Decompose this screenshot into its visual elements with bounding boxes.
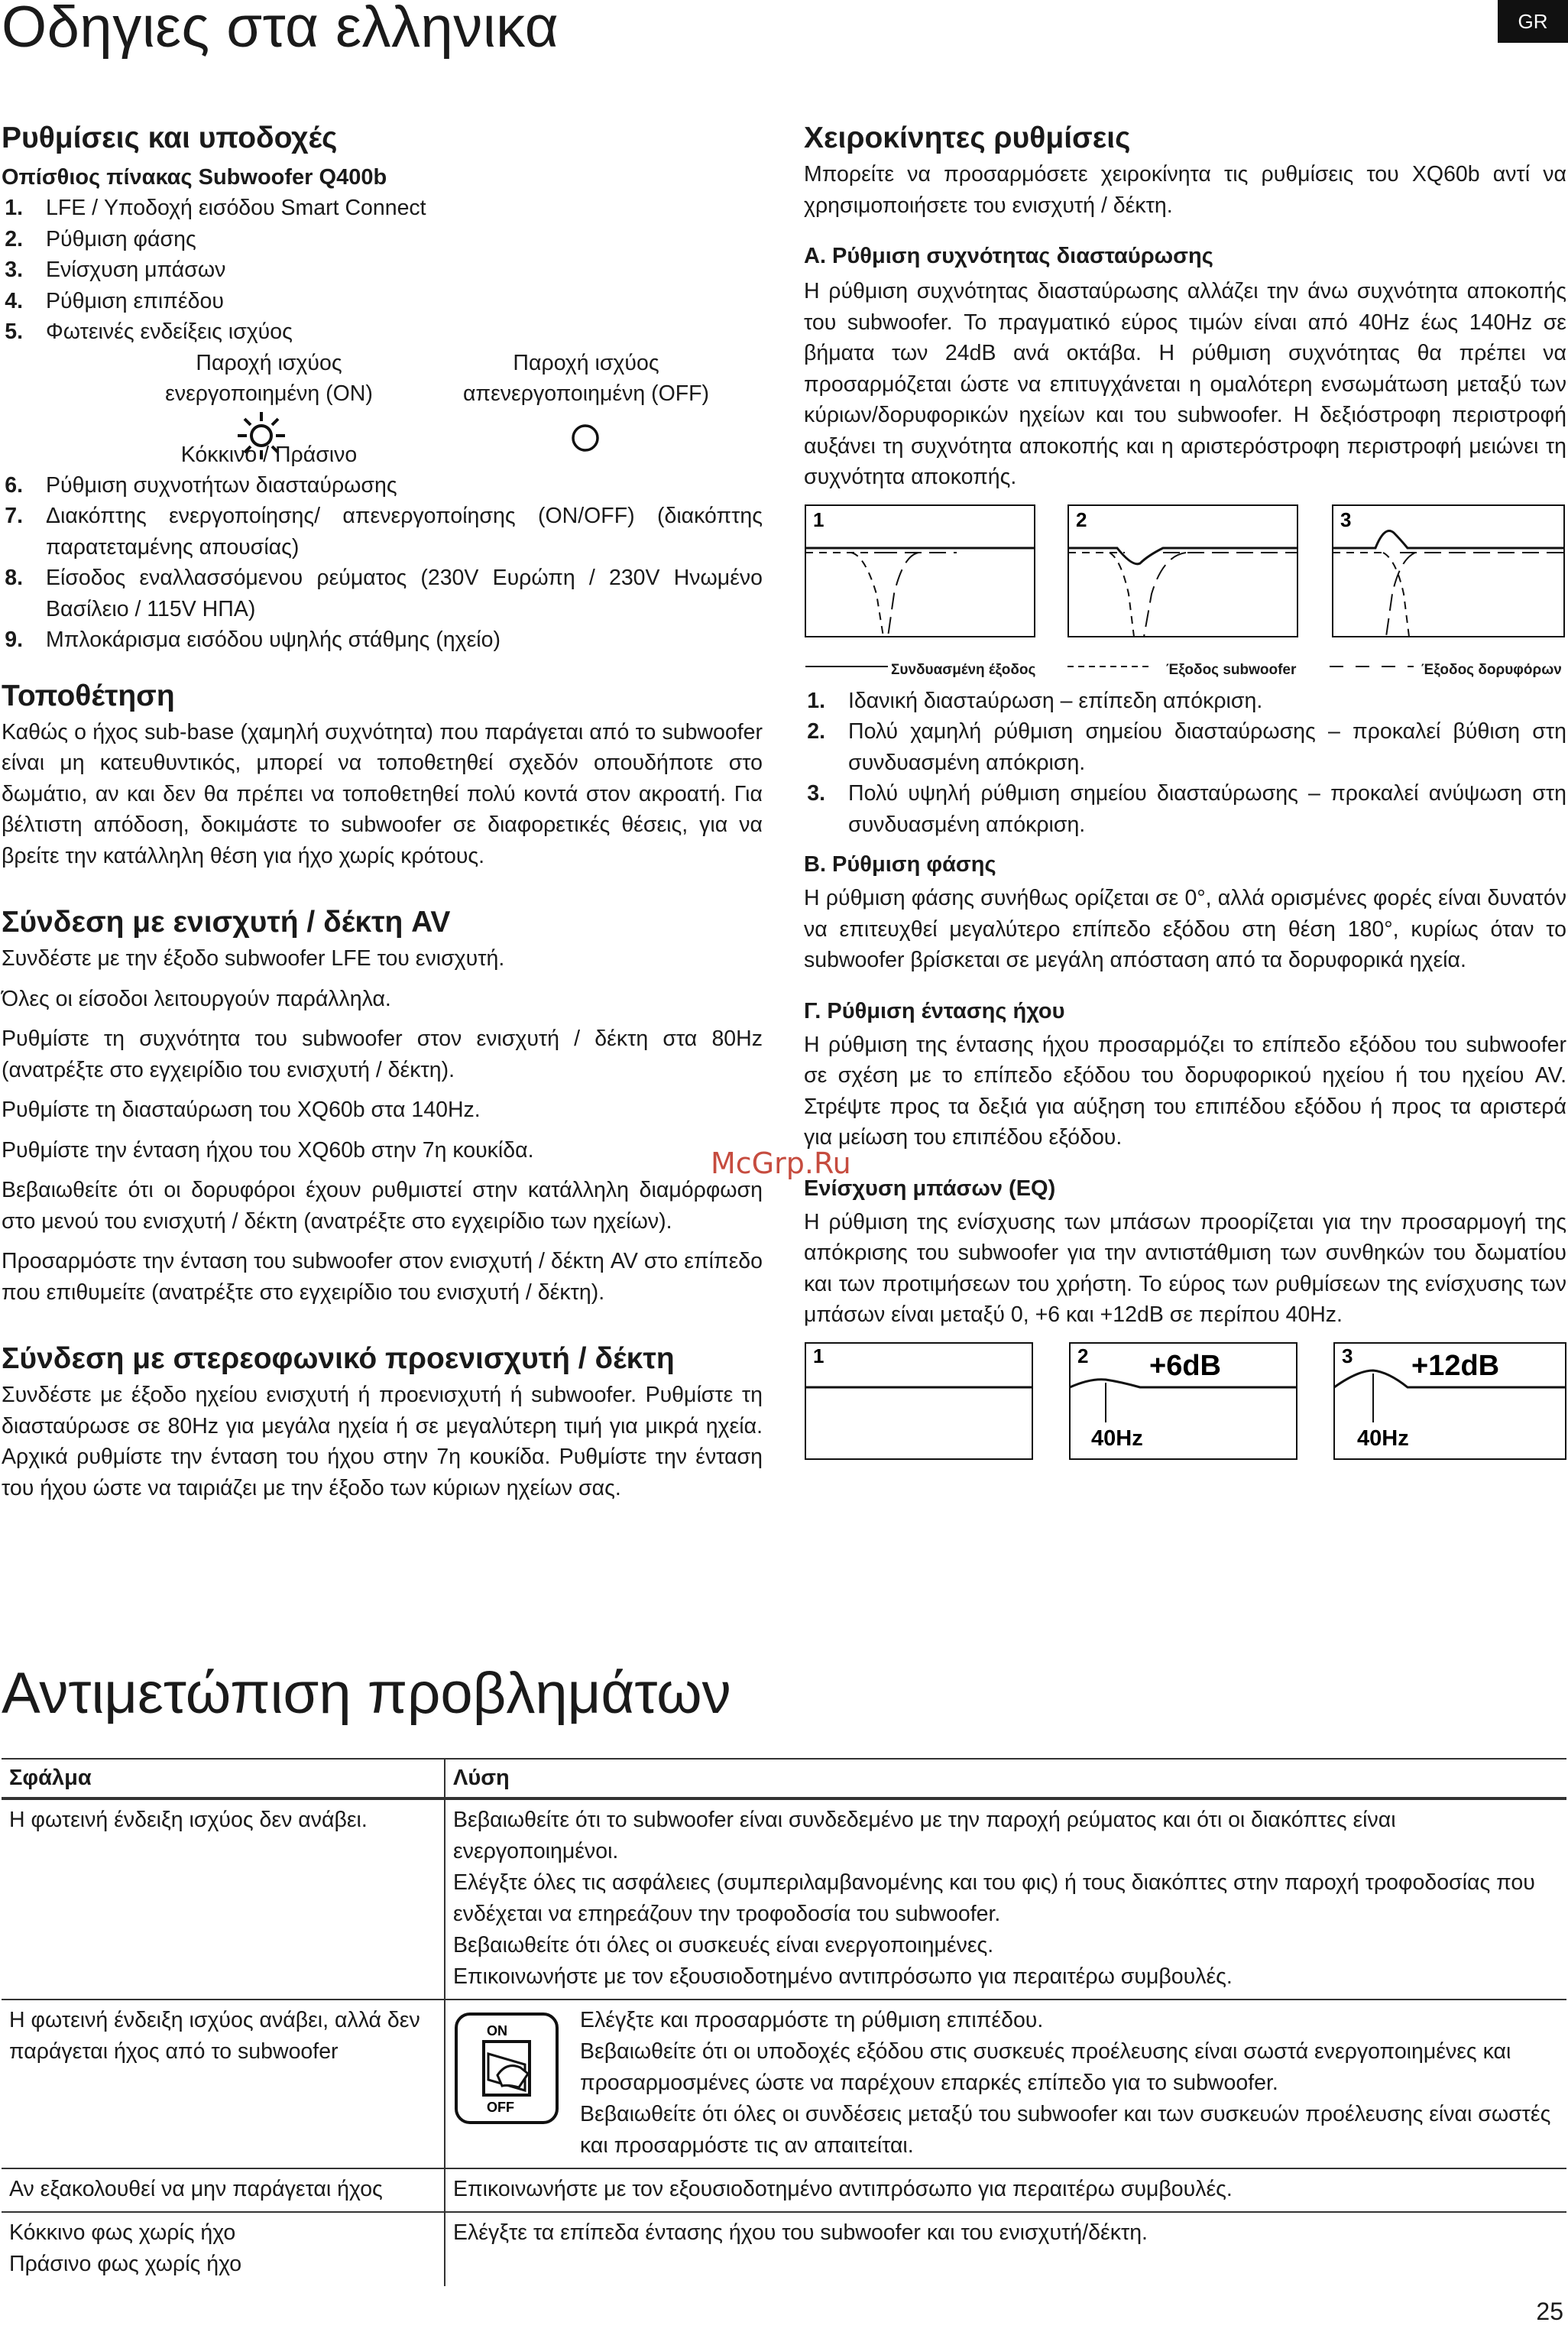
fault-cell: Η φωτεινή ένδειξη ισχύος ανάβει, αλλά δεν παράγεται ήχος από το subwoofer [2, 2000, 445, 2168]
list-item: 2. Ρύθμιση φάσης [5, 226, 196, 251]
crossover-diagrams [804, 502, 1566, 655]
legend-longdash-line [1330, 663, 1414, 670]
solution-cell: Βεβαιωθείτε ότι το subwoofer είναι συνδεδεμένο με την παροχή ρεύματος και ότι οι διακόπτες είναι ενεργοποιημένοι. Ελέγξτε όλες τις ασφάλειες (συμπεριλαμβανομένης και του φις) ή τους διακόπτες στην παροχή τροφοδοσίας που ενδέχεται να επηρεάζουν την τροφοδοσία του subwoofer. Βεβαιωθείτε ότι όλες οι συσκευές είναι ενεργοποιημένες. Επικοινωνήστε με τον εξουσιοδοτημένο αντιπρόσωπο για περαιτέρω συμβουλές. [445, 1798, 1566, 2000]
watermark: McGrp.Ru [711, 1147, 851, 1180]
volume-heading: Γ. Ρύθμιση έντασης ήχου [804, 998, 1065, 1023]
legend-subwoofer: Έξοδος subwoofer [1166, 661, 1297, 678]
connector-list-b [2, 470, 763, 656]
column-header-fault: Σφάλμα [2, 1759, 445, 1798]
legend-satellite: Έξοδος δορυφόρων [1421, 661, 1562, 678]
crossover-heading: Α. Ρύθμιση συχνότητας διασταύρωσης [804, 244, 1213, 268]
switch-off-label: OFF [487, 2100, 514, 2115]
stereo-heading: Σύνδεση με στερεοφωνικό προενισχυτή / δέκτη [2, 1342, 675, 1375]
table-row [2, 2000, 1566, 2168]
list-item: 1. LFE / Υποδοχή εισόδου Smart Connect [5, 196, 426, 220]
av-text: Ρυθμίστε την ένταση ήχου του XQ60b στην 7η κουκίδα. [2, 1137, 534, 1163]
table-row [2, 1798, 1566, 2000]
table-row [2, 2168, 1566, 2212]
list-item: 7. Διακόπτης ενεργοποίησης/ απενεργοποίησης (ON/OFF) (διακόπτης παρατεταμένης απουσίας) [5, 504, 763, 559]
phase-heading: Β. Ρύθμιση φάσης [804, 852, 996, 877]
volume-text: Η ρύθμιση της έντασης ήχου προσαρμόζει το επίπεδο εξόδου του subwoofer σε σχέση με το επίπεδο εξόδου του δορυφορικού ηχείου ή του ηχείου AV. Στρέψτε προς τα δεξιά για αύξηση του επιπέδου εξόδου ή προς τα αριστερά για μείωση του επιπέδου εξόδου. [804, 1032, 1566, 1150]
settings-heading: Ρυθμίσεις και υποδοχές [2, 122, 338, 154]
eq-gain-6db: +6dB [1149, 1349, 1221, 1382]
power-switch-illustration [453, 2005, 580, 2142]
led-unlit-icon [570, 423, 601, 453]
placement-heading: Τοποθέτηση [2, 679, 175, 712]
av-text: Όλες οι είσοδοι λειτουργούν παράλληλα. [2, 986, 391, 1011]
power-switch-icon [453, 2011, 560, 2126]
page-title: Οδηγιες στα ελληνικα [2, 0, 559, 60]
bass-eq-heading: Ενίσχυση μπάσων (EQ) [804, 1176, 1056, 1201]
crossover-list [804, 686, 1566, 841]
legend-dash-line [1067, 663, 1152, 670]
stereo-text: Συνδέστε με έξοδο ηχείου ενισχυτή ή προενισχυτή ή subwoofer. Ρυθμίστε τη διασταύρωσε σε 80Hz για μεγάλα ηχεία ή σε μεγαλύτερη τιμή για μικρά ηχεία. Αρχικά ρυθμίστε την ένταση του ήχου στην 7η κουκίδα. Ρυθμίστε την ένταση του ήχου ώστε να ταιριάζει με την έξοδο των κύριων ηχείων σας. [2, 1383, 763, 1500]
table-row [2, 2212, 1566, 2286]
curve-label-3: 3 [1340, 508, 1352, 531]
manual-heading: Χειροκίνητες ρυθμίσεις [804, 122, 1131, 154]
language-badge: GR [1498, 0, 1568, 43]
av-text: Προσαρμόστε την ένταση του subwoofer στον ενισχυτή / δέκτη AV στο επίπεδο που επιθυμείτε (ανατρέξτε στο εγχειρίδιο του ενισχυτή / δέκτη). [2, 1249, 763, 1305]
connector-list-a [2, 193, 763, 348]
eq-freq-label: 40Hz [1357, 1425, 1409, 1451]
led-on-label: Παροχή ισχύος ενεργοποιημένη (ON) [165, 350, 373, 406]
list-item: 3. Πολύ υψηλή ρύθμιση σημείου διασταύρωσης – προκαλεί ανύψωση στη συνδυασμένη απόκριση. [807, 781, 1566, 837]
av-text: Συνδέστε με την έξοδο subwoofer LFE του ενισχυτή. [2, 946, 505, 971]
curve-label-2: 2 [1076, 508, 1087, 531]
phase-text: Η ρύθμιση φάσης συνήθως ορίζεται σε 0°, αλλά ορισμένες φορές είναι δυνατόν να επιτευχθεί μεγαλύτερο επίπεδο εξόδου στη θέση 180°, κυρίως όταν το subwoofer βρίσκεται σε μεγάλη απόσταση από τα δορυφορικά ηχεία. [804, 886, 1566, 972]
fault-cell: Κόκκινο φως χωρίς ήχο Πράσινο φως χωρίς ήχο [2, 2212, 445, 2286]
led-color-label: Κόκκινο / Πράσινο [180, 442, 358, 467]
list-item: 8. Είσοδος εναλλασσόμενου ρεύματος (230V Ευρώπη / 230V Ηνωμένο Βασίλειο / 115V ΗΠΑ) [5, 566, 763, 621]
eq-label-1: 1 [813, 1344, 824, 1367]
column-header-solution: Λύση [445, 1759, 1566, 1798]
curve-label-1: 1 [813, 508, 824, 531]
eq-freq-label: 40Hz [1091, 1425, 1143, 1451]
right-column [804, 118, 1566, 1462]
troubleshooting-table [2, 1758, 1566, 2286]
page-number: 25 [1536, 2298, 1563, 2325]
av-text: Ρυθμίστε τη συχνότητα του subwoofer στον ενισχυτή / δέκτη στα 80Hz (ανατρέξτε στο εγχειρίδιο του ενισχυτή / δέκτη). [2, 1027, 763, 1082]
bass-eq-diagrams [804, 1340, 1566, 1462]
list-item: 4. Ρύθμιση επιπέδου [5, 288, 224, 313]
list-item: 6. Ρύθμιση συχνοτήτων διασταύρωσης [5, 472, 397, 498]
switch-on-label: ON [487, 2023, 507, 2038]
bass-eq-figure [804, 1340, 1566, 1462]
av-text: Ρυθμίστε τη διασταύρωση του XQ60b στα 140Hz. [2, 1098, 481, 1122]
solution-cell: ON OFF Ελέγξτε και προσαρμόστε τη ρύθμιση επιπέδου. Βεβαιωθείτε ότι οι υποδοχές εξόδου στις συσκευές προέλευσης είναι σωστά ενεργοποιημένες και προσαρμοσμένες ώστε να παρέχουν επαρκές επίπεδο για το subwoofer. Βεβαιωθείτε ότι όλες οι συνδέσεις μεταξύ του subwoofer και των συσκευών προέλευσης είναι σωστές και προσαρμόστε τις αν απαιτείται. [445, 2000, 1566, 2168]
solution-cell: Ελέγξτε τα επίπεδα έντασης ήχου του subwoofer και του ενισχυτή/δέκτη. [453, 2220, 1148, 2245]
eq-label-3: 3 [1342, 1344, 1353, 1367]
legend-solid-line [805, 663, 888, 670]
crossover-curves-figure [804, 502, 1566, 655]
list-item: 3. Ενίσχυση μπάσων [5, 258, 226, 282]
av-text: Βεβαιωθείτε ότι οι δορυφόροι έχουν ρυθμιστεί στην κατάλληλη διαμόρφωση στο μενού του ενισχυτή / δέκτη (ανατρέξτε στο εγχειρίδιο των ηχείων). [2, 1178, 763, 1234]
av-heading: Σύνδεση με ενισχυτή / δέκτη AV [2, 906, 451, 939]
manual-text: Μπορείτε να προσαρμόσετε χειροκίνητα τις ρυθμίσεις του XQ60b αντί να χρησιμοποιήσετε του ενισχυτή / δέκτη. [804, 162, 1566, 218]
rear-panel-heading: Οπίσθιος πίνακας Subwoofer Q400b [2, 165, 387, 190]
troubleshooting-title: Αντιμετώπιση προβλημάτων [2, 1661, 731, 1726]
legend-combined: Συνδυασμένη έξοδος [891, 661, 1036, 678]
placement-text: Καθώς ο ήχος sub-base (χαμηλή συχνότητα) που παράγεται από το subwoofer είναι μη κατευθυντικός, μπορεί να τοποθετηθεί σχεδόν οπουδήποτε στο δωμάτιο, αν και δεν θα πρέπει να τοποθετηθεί πολύ κοντά στον ακροατή. Για βέλτιστη απόδοση, δοκιμάστε το subwoofer σε διαφορετικές θέσεις, για να βρείτε την κατάλληλη θέση για ήχο χωρίς κρότους. [2, 719, 763, 868]
fault-cell: Η φωτεινή ένδειξη ισχύος δεν ανάβει. [2, 1798, 445, 2000]
led-off-label: Παροχή ισχύος απενεργοποιημένη (OFF) [462, 350, 710, 406]
left-column [2, 118, 763, 1503]
bass-eq-text: Η ρύθμιση της ενίσχυσης των μπάσων προορίζεται για την προσαρμογή της απόκρισης του subwoofer για την αντιστάθμιση των συνθηκών του δωματίου και των προτιμήσεων του χρήστη. Το εύρος των ρυθμίσεων της ενίσχυσης των μπάσων είναι μεταξύ 0, +6 και +12dB σε περίπου 40Hz. [804, 1209, 1566, 1327]
fault-cell: Αν εξακολουθεί να μην παράγεται ήχος [2, 2168, 445, 2212]
power-led-legend [2, 348, 763, 470]
solution-cell: Επικοινωνήστε με τον εξουσιοδοτημένο αντιπρόσωπο για περαιτέρω συμβουλές. [445, 2168, 1566, 2212]
list-item: 5. Φωτεινές ενδείξεις ισχύος [5, 319, 293, 344]
table-header-row [2, 1759, 1566, 1798]
list-item: 9. Μπλοκάρισμα εισόδου υψηλής στάθμης (ηχείο) [5, 628, 501, 652]
list-item: 2. Πολύ χαμηλή ρύθμιση σημείου διασταύρωσης – προκαλεί βύθιση στη συνδυασμένη απόκριση. [807, 719, 1566, 775]
crossover-text: Η ρύθμιση συχνότητας διασταύρωσης αλλάζει την άνω συχνότητα αποκοπής του subwoofer. Το πραγματικό εύρος τιμών είναι από 40Hz έως 140Hz σε βήματα των 24dB ανά οκτάβα. Η ρύθμιση συχνότητας θα πρέπει να προσαρμόζεται ώστε να επιτυγχάνεται η ομαλότερη ενσωμάτωση μεταξύ των κύριων/δορυφορικών ηχείων και του subwoofer. Η δεξιόστροφη περιστροφή αυξάνει τη συχνότητα αποκοπής και η αριστερόστροφη περιστροφή μειώνει τη συχνότητα αποκοπής. [804, 279, 1566, 489]
eq-label-2: 2 [1077, 1344, 1089, 1367]
list-item: 1. Ιδανική διαστaύρωση – επίπεδη απόκριση. [807, 688, 1263, 713]
curve-legend [804, 655, 1566, 686]
eq-gain-12db: +12dB [1411, 1349, 1500, 1382]
